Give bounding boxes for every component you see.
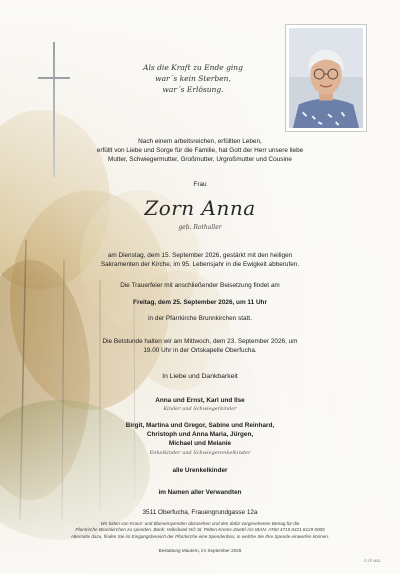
undertaker-line: Bestattung Mautern, im September 2026 (158, 548, 242, 553)
mourners-great-grandchildren: alle Urenkelkinder (172, 467, 228, 474)
prayer-line: 19.00 Uhr in der Ortskapelle Oberfucha. (143, 347, 257, 355)
grandchildren-line: Michael und Melanie (168, 440, 232, 448)
mourners-grandchildren (60, 421, 340, 449)
family-address: 3511 Oberfucha, Frauengrundgasse 12a (142, 509, 258, 516)
funeral-date: Freitag, dem 25. September 2026, um 11 Uhr (133, 299, 267, 306)
poem-line: war´s Erlösung. (162, 85, 224, 94)
grandchildren-line: Birgit, Martina und Gregor, Sabine und Reinhard, (125, 422, 275, 429)
funeral-intro: Die Trauerfeier mit anschließender Beisetzung findet am (120, 282, 280, 289)
funeral-place: in der Pfarrkirche Brunnkirchen statt. (148, 315, 252, 322)
intro-text (60, 137, 340, 165)
salutation: Frau (193, 181, 207, 188)
mourners-grandchildren-caption: Enkelkinder und Schwiegerenkelkinder (149, 450, 251, 456)
prayer-line: Die Betstunde halten wir am Mittwoch, dem 23. September 2026, um (102, 338, 298, 345)
donation-line: Wir bitten von Kranz- und Blumenspenden abzusehen und den dafür vorgesehenen Betrag für die (100, 521, 300, 526)
mourners-children-caption: Kinder und Schwiegerkinder (163, 406, 237, 412)
cross-horizontal-bar (38, 77, 70, 79)
death-notice (60, 251, 340, 269)
portrait-photo (289, 28, 363, 128)
cross-vertical-bar (53, 42, 55, 177)
poem-line: Als die Kraft zu Ende ging (143, 63, 243, 72)
death-line: am Dienstag, dem 15. September 2026, gestärkt mit den heiligen (107, 252, 293, 259)
print-code: © ZP 4621 (364, 559, 381, 563)
portrait-photo-frame (285, 24, 367, 132)
prayer-notice (60, 337, 340, 355)
memorial-poem (128, 62, 258, 95)
intro-line: Mutter, Schwiegermutter, Großmutter, Urgroßmutter und Cousine (108, 156, 292, 164)
poem-line: war´s kein Sterben, (155, 74, 231, 83)
mourners-relatives: im Namen aller Verwandten (158, 489, 242, 496)
donation-line: Alternativ dazu, finden Sie im Eingangsbereich der Pfarrkirche eine Spendenbox, in welche Sie Ihre Spende einwerfen können. (70, 533, 330, 539)
grief-heading: In Liebe und Dankbarkeit (162, 373, 238, 380)
maiden-name: geb. Rothaller (178, 224, 222, 231)
deceased-name: Zorn Anna (144, 196, 256, 220)
donation-notice (20, 521, 380, 540)
grandchildren-line: Christoph und Anna Maria, Jürgen, (146, 431, 254, 439)
intro-line: Nach einem arbeitsreichen, erfüllten Leben, (138, 138, 262, 145)
mourners-children: Anna und Ernst, Karl und Ilse (155, 397, 245, 404)
donation-line: Pfarrkirche Brunnkirchen zu spenden. Bank: Volksbank NÖ St. Pölten-Krems-Zwettl-AG IBAN: AT60 4715 0421 8129 0000 (75, 527, 325, 533)
death-line: Sakramenten der Kirche, im 95. Lebensjahr in die Ewigkeit abberufen. (100, 261, 300, 269)
intro-line: erfüllt von Liebe und Sorge für die Familie, hat Gott der Herr unsere liebe (96, 147, 304, 155)
